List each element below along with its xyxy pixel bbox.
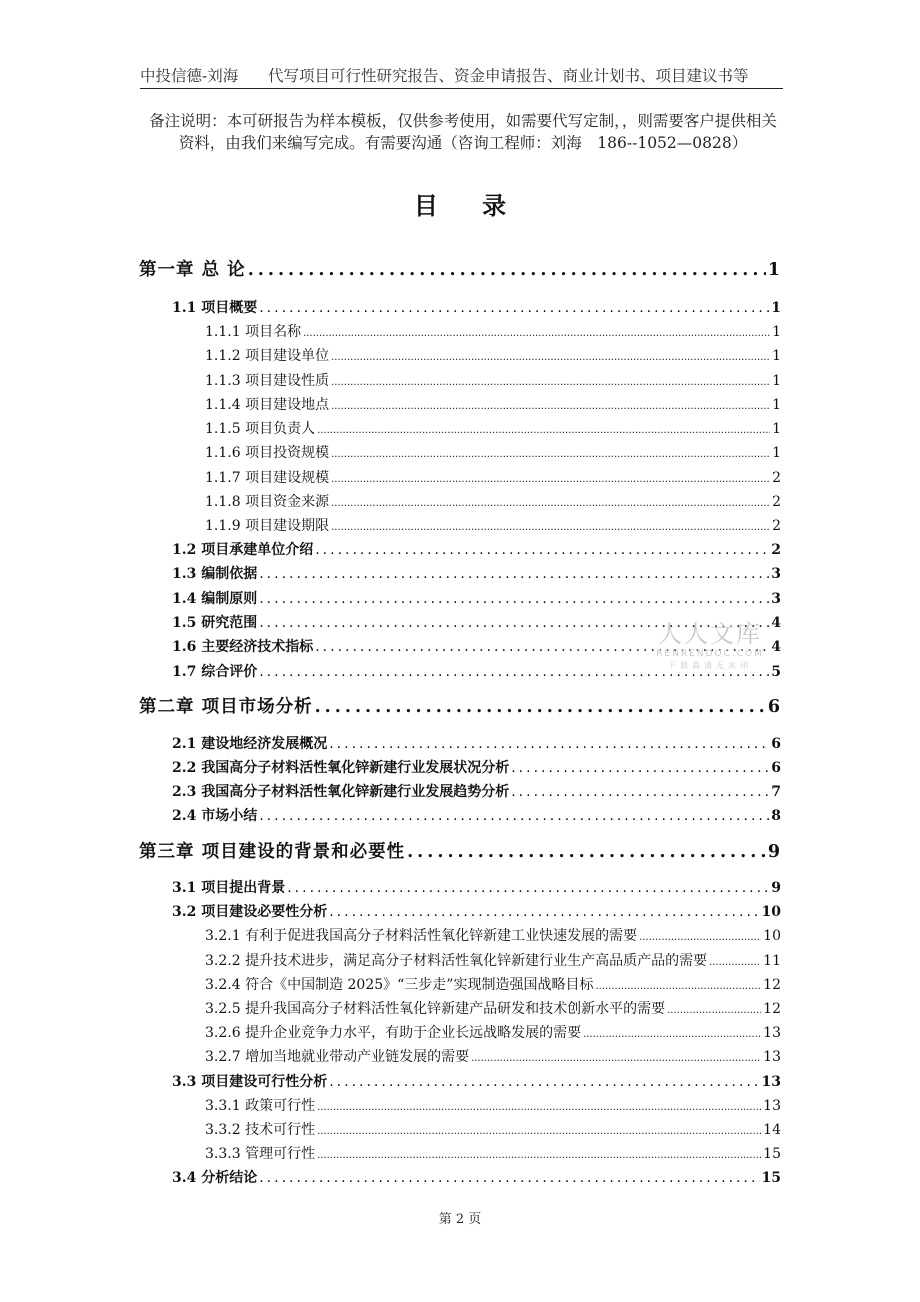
toc-leader-dots xyxy=(639,932,761,943)
toc-leader-dots xyxy=(315,542,769,558)
toc-entry-label: 1.1.4 项目建设地点 xyxy=(205,397,330,413)
toc-leader-dots xyxy=(471,1053,761,1064)
toc-entry-label: 1.1.9 项目建设期限 xyxy=(205,518,330,534)
toc-page-number: 9 xyxy=(767,842,781,862)
toc-leader-dots xyxy=(317,1150,761,1161)
toc-page-number: 9 xyxy=(771,880,781,896)
toc-entry-label: 1.4 编制原则 xyxy=(172,591,258,607)
toc-entry-label: 3.3.2 技术可行性 xyxy=(205,1122,316,1138)
toc-leader-dots xyxy=(329,1074,759,1090)
toc-section-entry[interactable] xyxy=(172,539,781,559)
toc-page-number: 3 xyxy=(771,566,781,582)
toc-entry-label: 1.1.7 项目建设规模 xyxy=(205,470,330,486)
toc-entry-label: 1.3 编制依据 xyxy=(172,566,258,582)
toc-leader-dots xyxy=(315,697,766,717)
toc-page-number: 1 xyxy=(772,373,781,389)
toc-page-number: 2 xyxy=(772,494,781,510)
toc-page-number: 12 xyxy=(763,1001,781,1017)
toc-leader-dots xyxy=(331,474,770,485)
toc-section-entry[interactable] xyxy=(172,612,781,632)
toc-entry-label: 1.1.3 项目建设性质 xyxy=(205,373,330,389)
toc-page-number: 13 xyxy=(763,1025,781,1041)
toc-chapter-entry[interactable] xyxy=(139,693,781,718)
toc-page-number: 15 xyxy=(761,1170,781,1186)
toc-leader-dots xyxy=(583,1029,761,1040)
toc-leader-dots xyxy=(315,639,769,655)
toc-page-number: 2 xyxy=(771,542,781,558)
toc-leader-dots xyxy=(317,1126,761,1137)
toc-entry-label: 第二章 项目市场分析 xyxy=(139,697,313,717)
toc-page-number: 8 xyxy=(771,808,781,824)
toc-page-number: 1 xyxy=(767,260,781,280)
toc-subsection-entry[interactable] xyxy=(205,515,781,535)
toc-chapter-entry[interactable] xyxy=(139,838,781,863)
toc-subsection-entry[interactable] xyxy=(205,442,781,462)
toc-page-number: 5 xyxy=(771,664,781,680)
toc-leader-dots xyxy=(259,300,769,316)
watermark-domain: RENRENDOC.COM xyxy=(656,649,764,659)
toc-leader-dots xyxy=(331,352,770,363)
toc-entry-label: 1.1.1 项目名称 xyxy=(205,324,302,340)
toc-leader-dots xyxy=(511,784,769,800)
toc-entry-label: 1.5 研究范围 xyxy=(172,615,258,631)
toc-leader-dots xyxy=(259,566,769,582)
toc-page-number: 4 xyxy=(771,639,781,655)
toc-entry-label: 3.2.2 提升技术进步，满足高分子材料活性氧化锌新建行业生产高品质产品的需要 xyxy=(205,953,708,969)
toc-leader-dots xyxy=(331,522,770,533)
toc-subsection-entry[interactable] xyxy=(205,418,781,438)
toc-page-number: 6 xyxy=(767,697,781,717)
toc-page-number: 2 xyxy=(772,470,781,486)
toc-subsection-entry[interactable] xyxy=(205,1022,781,1042)
toc-entry-label: 3.2.6 提升企业竞争力水平，有助于企业长远战略发展的需要 xyxy=(205,1025,582,1041)
toc-entry-label: 第一章 总 论 xyxy=(139,260,246,280)
toc-entry-label: 1.2 项目承建单位介绍 xyxy=(172,542,314,558)
toc-page-number: 1 xyxy=(772,348,781,364)
toc-section-entry[interactable] xyxy=(172,805,781,825)
toc-chapter-entry[interactable] xyxy=(139,256,781,281)
toc-section-entry[interactable] xyxy=(172,877,781,897)
toc-subsection-entry[interactable] xyxy=(205,1046,781,1066)
toc-leader-dots xyxy=(317,425,770,436)
toc-leader-dots xyxy=(317,1102,761,1113)
toc-section-entry[interactable] xyxy=(172,901,781,921)
toc-page-number: 14 xyxy=(763,1122,781,1138)
toc-subsection-entry[interactable] xyxy=(205,998,781,1018)
toc-leader-dots xyxy=(329,736,769,752)
toc-page-number: 2 xyxy=(772,518,781,534)
toc-leader-dots xyxy=(407,842,766,862)
toc-section-entry[interactable] xyxy=(172,1167,781,1187)
toc-leader-dots xyxy=(511,760,769,776)
toc-leader-dots xyxy=(331,498,770,509)
toc-section-entry[interactable] xyxy=(172,757,781,777)
toc-subsection-entry[interactable] xyxy=(205,345,781,365)
toc-entry-label: 3.3.3 管理可行性 xyxy=(205,1146,316,1162)
toc-leader-dots xyxy=(709,957,761,968)
toc-section-entry[interactable] xyxy=(172,1071,781,1091)
toc-subsection-entry[interactable] xyxy=(205,467,781,487)
toc-leader-dots xyxy=(667,1005,761,1016)
toc-leader-dots xyxy=(259,808,769,824)
page-footer: 第 2 页 xyxy=(438,1212,482,1227)
toc-leader-dots xyxy=(248,260,766,280)
toc-page-number: 13 xyxy=(763,1098,781,1114)
toc-page-number: 12 xyxy=(763,977,781,993)
toc-leader-dots xyxy=(303,328,770,339)
toc-leader-dots xyxy=(259,591,769,607)
toc-entry-label: 2.4 市场小结 xyxy=(172,808,258,824)
toc-entry-label: 3.2.1 有利于促进我国高分子材料活性氧化锌新建工业快速发展的需要 xyxy=(205,928,638,944)
toc-entry-label: 3.1 项目提出背景 xyxy=(172,880,286,896)
toc-entry-label: 3.2.5 提升我国高分子材料活性氧化锌新建产品研发和技术创新水平的需要 xyxy=(205,1001,666,1017)
toc-leader-dots xyxy=(331,377,770,388)
watermark-tagline: 下载高清无水印 xyxy=(668,661,752,670)
toc-subsection-entry[interactable] xyxy=(205,1143,781,1163)
toc-page-number: 3 xyxy=(771,591,781,607)
header-left: 中投信德-刘海 xyxy=(140,67,239,85)
toc-page-number: 11 xyxy=(763,953,781,969)
toc-page-number: 1 xyxy=(771,300,781,316)
remark-note: 备注说明：本可研报告为样本模板，仅供参考使用，如需要代写定制，，则需要客户提供相关资料，由我们来编写完成。有需要沟通（咨询工程师：刘海 186--1052—0828） xyxy=(149,112,777,152)
toc-page-number: 13 xyxy=(761,1074,781,1090)
toc-entry-label: 1.1.6 项目投资规模 xyxy=(205,445,330,461)
toc-section-entry[interactable] xyxy=(172,563,781,583)
toc-page-number: 13 xyxy=(763,1049,781,1065)
toc-page-number: 1 xyxy=(772,421,781,437)
toc-section-entry[interactable] xyxy=(172,661,781,681)
toc-entry-label: 3.2.4 符合《中国制造 2025》“三步走”实现制造强国战略目标 xyxy=(205,977,594,993)
toc-subsection-entry[interactable] xyxy=(205,974,781,994)
toc-leader-dots xyxy=(331,401,770,412)
toc-subsection-entry[interactable] xyxy=(205,394,781,414)
toc-entry-label: 1.1 项目概要 xyxy=(172,300,258,316)
toc-subsection-entry[interactable] xyxy=(205,1095,781,1115)
toc-page-number: 1 xyxy=(772,445,781,461)
toc-entry-label: 1.1.2 项目建设单位 xyxy=(205,348,330,364)
toc-section-entry[interactable] xyxy=(172,588,781,608)
toc-leader-dots xyxy=(329,904,759,920)
toc-leader-dots xyxy=(259,1170,759,1186)
toc-page-number: 10 xyxy=(763,928,781,944)
toc-subsection-entry[interactable] xyxy=(205,1119,781,1139)
toc-page-number: 15 xyxy=(763,1146,781,1162)
toc-section-entry[interactable] xyxy=(172,297,781,317)
toc-section-entry[interactable] xyxy=(172,733,781,753)
toc-page-number: 6 xyxy=(771,760,781,776)
toc-entry-label: 3.4 分析结论 xyxy=(172,1170,258,1186)
toc-subsection-entry[interactable] xyxy=(205,950,781,970)
toc-entry-label: 3.3.1 政策可行性 xyxy=(205,1098,316,1114)
toc-leader-dots xyxy=(259,664,769,680)
toc-subsection-entry[interactable] xyxy=(205,925,781,945)
toc-entry-label: 1.1.5 项目负责人 xyxy=(205,421,316,437)
toc-entry-label: 3.3 项目建设可行性分析 xyxy=(172,1074,328,1090)
toc-entry-label: 第三章 项目建设的背景和必要性 xyxy=(139,842,406,862)
toc-page-number: 7 xyxy=(771,784,781,800)
toc-entry-label: 2.2 我国高分子材料活性氧化锌新建行业发展状况分析 xyxy=(172,760,510,776)
toc-entry-label: 3.2 项目建设必要性分析 xyxy=(172,904,328,920)
toc-entry-label: 1.1.8 项目资金来源 xyxy=(205,494,330,510)
toc-entry-label: 3.2.7 增加当地就业带动产业链发展的需要 xyxy=(205,1049,470,1065)
toc-section-entry[interactable] xyxy=(172,781,781,801)
toc-subsection-entry[interactable] xyxy=(205,321,781,341)
toc-subsection-entry[interactable] xyxy=(205,491,781,511)
toc-leader-dots xyxy=(331,449,770,460)
toc-leader-dots xyxy=(259,615,769,631)
toc-page-number: 1 xyxy=(772,397,781,413)
toc-page-number: 1 xyxy=(772,324,781,340)
toc-entry-label: 2.1 建设地经济发展概况 xyxy=(172,736,328,752)
toc-subsection-entry[interactable] xyxy=(205,370,781,390)
toc-page-number: 10 xyxy=(761,904,781,920)
header-right: 代写项目可行性研究报告、资金申请报告、商业计划书、项目建议书等 xyxy=(268,67,749,85)
toc-entry-label: 1.7 综合评价 xyxy=(172,664,258,680)
toc-title: 目 录 xyxy=(413,191,525,220)
toc-page-number: 6 xyxy=(771,736,781,752)
watermark-main: 人人文库 xyxy=(658,620,762,648)
toc-page-number: 4 xyxy=(771,615,781,631)
toc-leader-dots xyxy=(595,981,761,992)
toc-section-entry[interactable] xyxy=(172,636,781,656)
toc-entry-label: 2.3 我国高分子材料活性氧化锌新建行业发展趋势分析 xyxy=(172,784,510,800)
toc-leader-dots xyxy=(287,880,769,896)
toc-entry-label: 1.6 主要经济技术指标 xyxy=(172,639,314,655)
